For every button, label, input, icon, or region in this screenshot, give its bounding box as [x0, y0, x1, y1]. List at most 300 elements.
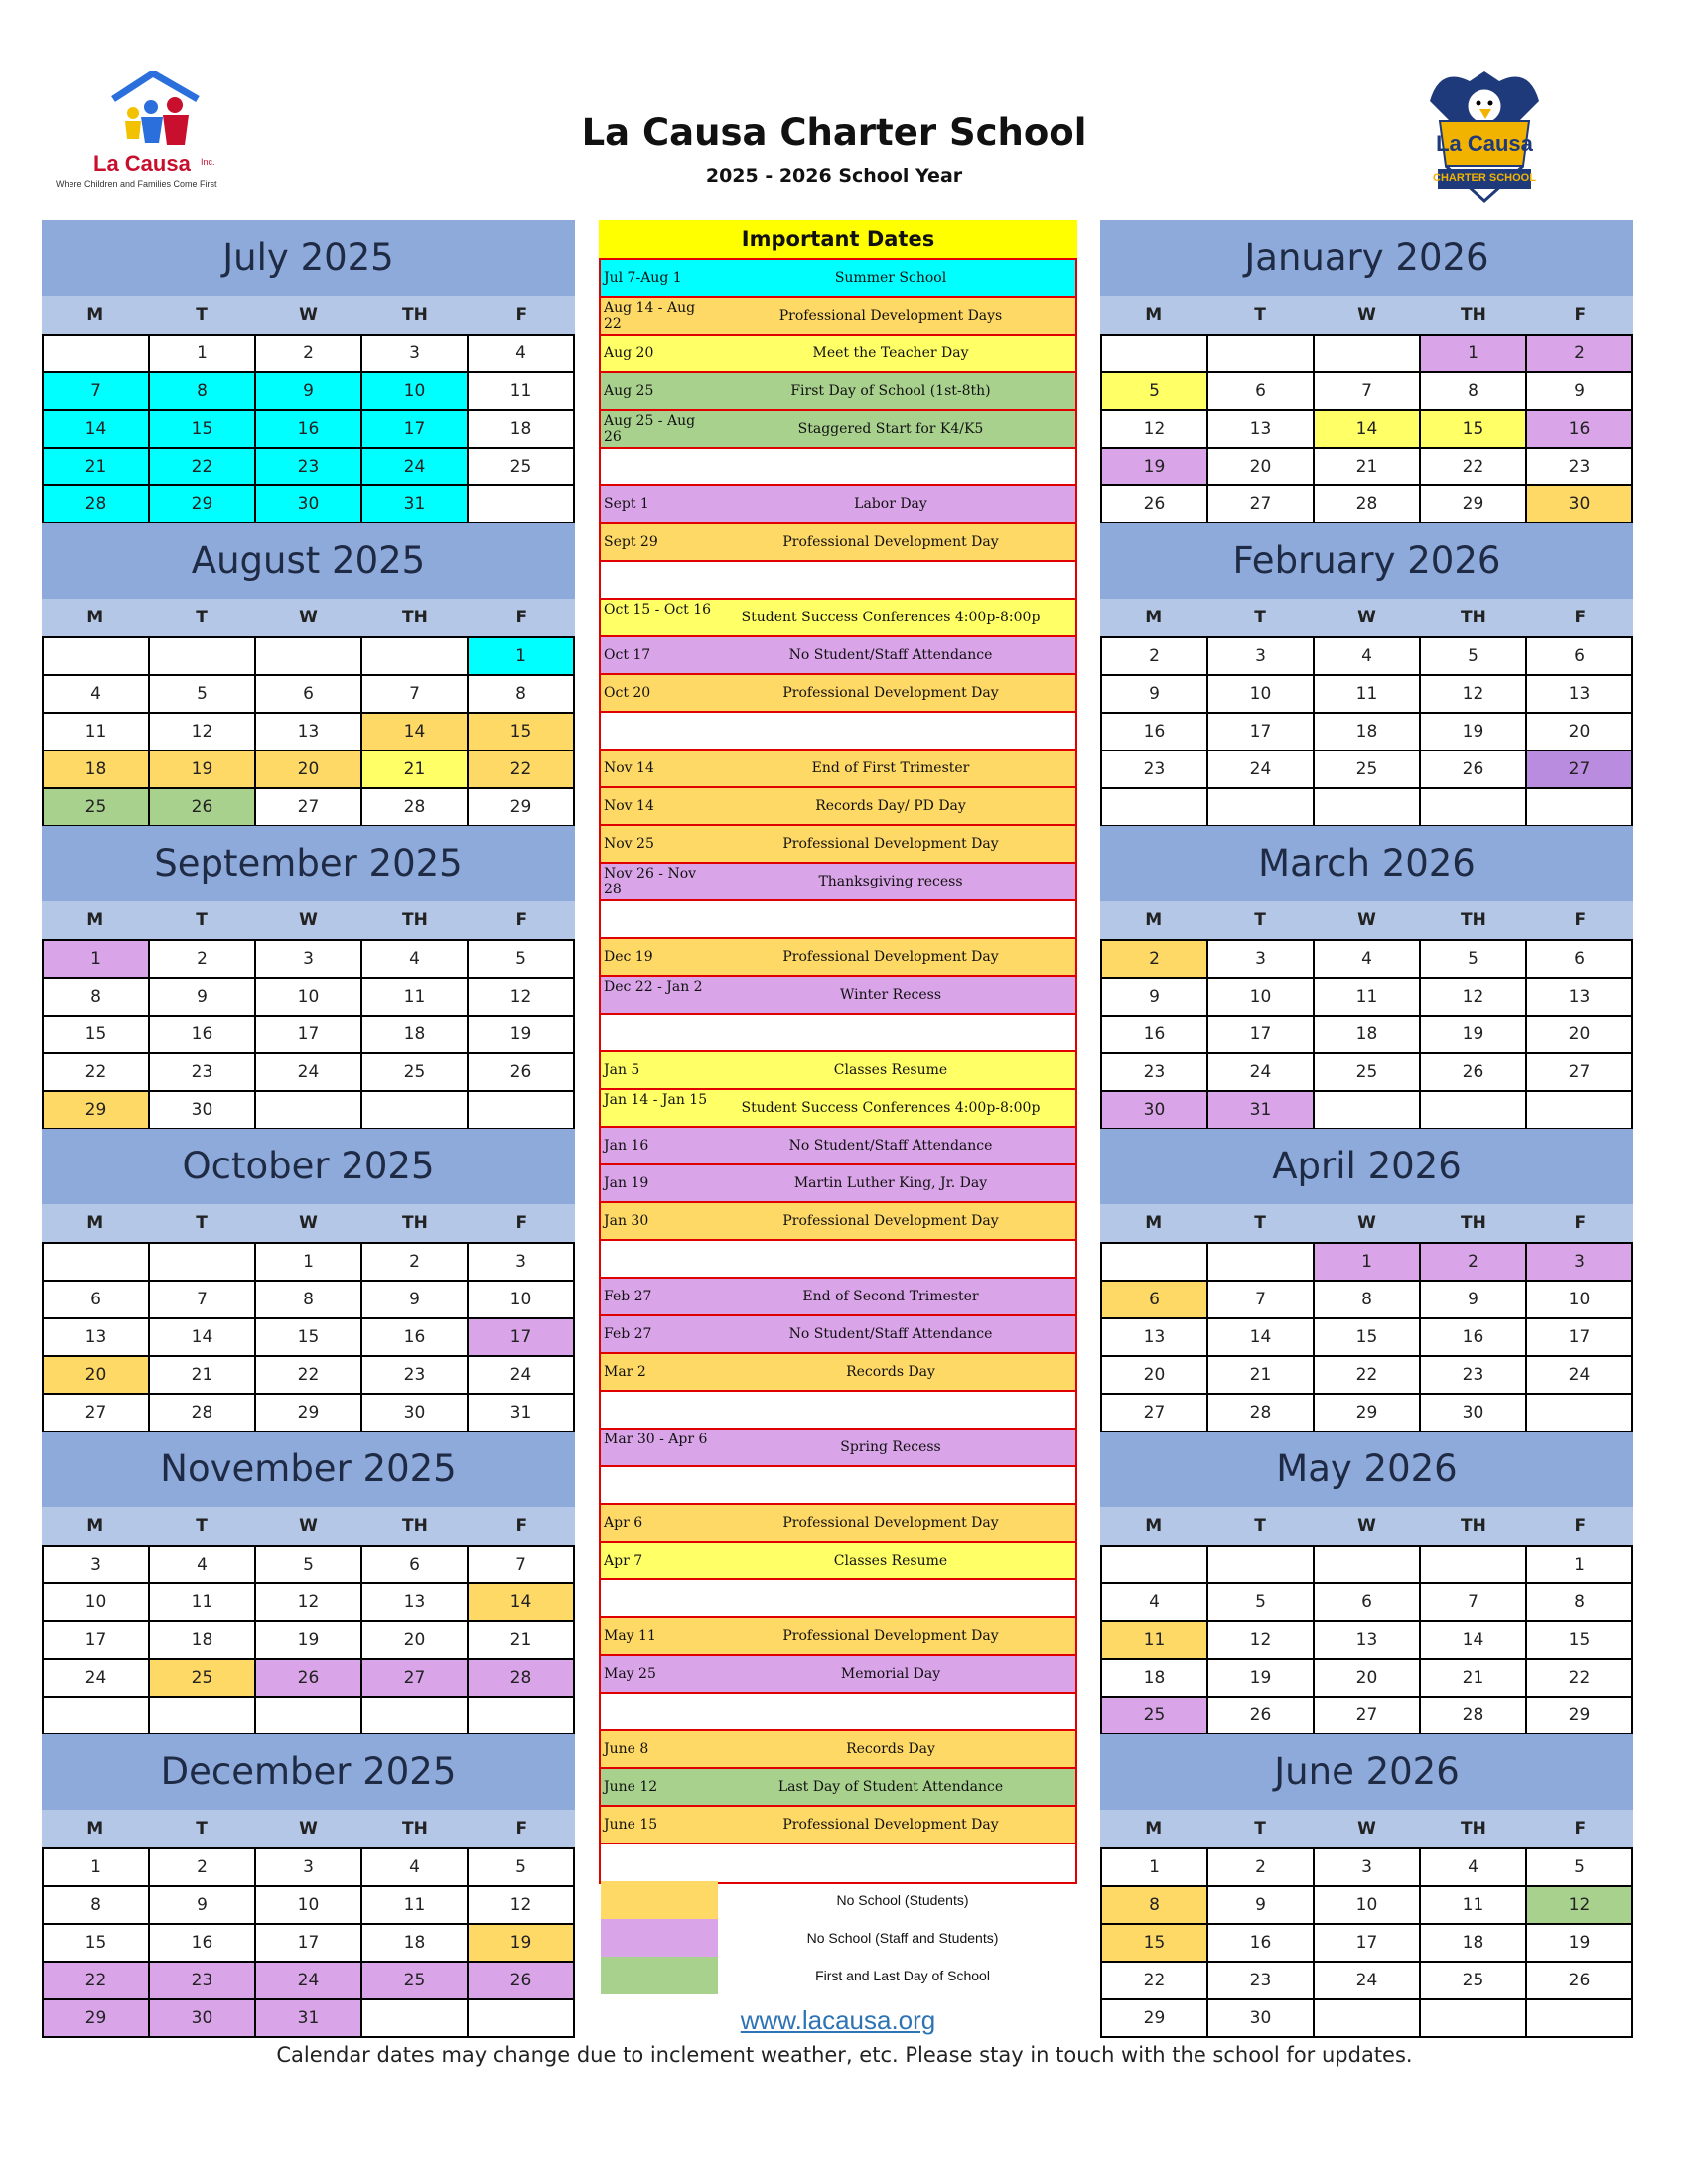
- weekday-header: [1100, 296, 1633, 334]
- day-cell: 9: [1527, 373, 1633, 411]
- day-cell: 19: [1102, 449, 1208, 486]
- important-event: Winter Recess: [839, 986, 941, 1003]
- weekday-label: F: [1574, 1819, 1587, 1839]
- day-cell: 2: [150, 1849, 256, 1887]
- day-cell: [1527, 2000, 1633, 2038]
- day-cell: 31: [469, 1395, 575, 1433]
- day-cell: 10: [44, 1584, 150, 1622]
- day-cell: 11: [362, 1887, 469, 1925]
- day-cell: 30: [256, 486, 362, 524]
- weekday-label: M: [86, 1213, 104, 1233]
- important-event: End of First Trimester: [811, 759, 970, 776]
- day-cell: [1315, 2000, 1421, 2038]
- weekday-label: W: [299, 1819, 318, 1839]
- weekday-label: M: [1145, 1819, 1163, 1839]
- day-cell: 16: [1102, 714, 1208, 751]
- week-row: [44, 714, 575, 751]
- day-cell: [1315, 1547, 1421, 1584]
- weekday-label: T: [196, 305, 208, 325]
- month-grid: [1100, 1847, 1633, 2038]
- day-cell: 20: [1527, 1017, 1633, 1054]
- day-cell: 20: [1527, 714, 1633, 751]
- important-date: Nov 25: [604, 836, 654, 852]
- day-cell: 26: [469, 1963, 575, 2000]
- important-event: Memorial Day: [840, 1665, 941, 1682]
- important-date-row: [601, 826, 1075, 864]
- day-cell: 28: [44, 486, 150, 524]
- month-grid: [42, 939, 575, 1130]
- week-row: [44, 638, 575, 676]
- day-cell: 24: [1315, 1963, 1421, 2000]
- week-row: [1102, 373, 1633, 411]
- weekday-header: [42, 1810, 575, 1847]
- important-event: [710, 1241, 1071, 1277]
- day-cell: 4: [1421, 1849, 1527, 1887]
- weekday-label: TH: [402, 608, 428, 627]
- day-cell: [1421, 2000, 1527, 2038]
- week-row: [1102, 1244, 1633, 1282]
- day-cell: 13: [44, 1319, 150, 1357]
- day-cell: 24: [1527, 1357, 1633, 1395]
- day-cell: 30: [1527, 486, 1633, 524]
- week-row: [44, 2000, 575, 2038]
- day-cell: 6: [1315, 1584, 1421, 1622]
- day-cell: 9: [1208, 1887, 1315, 1925]
- weekday-label: W: [1357, 1516, 1376, 1536]
- important-date-row: [601, 1731, 1075, 1769]
- month-grid: [42, 1545, 575, 1735]
- day-cell: 1: [256, 1244, 362, 1282]
- day-cell: 18: [150, 1622, 256, 1660]
- important-date-row: [601, 298, 1075, 336]
- day-cell: [362, 1092, 469, 1130]
- day-cell: 25: [362, 1054, 469, 1092]
- day-cell: [1208, 336, 1315, 373]
- day-cell: [1102, 1547, 1208, 1584]
- website-link[interactable]: www.lacausa.org: [740, 2005, 936, 2035]
- important-date-row: [601, 1807, 1075, 1844]
- day-cell: 6: [1527, 941, 1633, 979]
- day-cell: 16: [1102, 1017, 1208, 1054]
- day-cell: [1421, 789, 1527, 827]
- important-date-row: [601, 1430, 1075, 1467]
- day-cell: 23: [256, 449, 362, 486]
- day-cell: 13: [1315, 1622, 1421, 1660]
- day-cell: [469, 486, 575, 524]
- day-cell: 13: [1208, 411, 1315, 449]
- important-date-row: [601, 1467, 1075, 1505]
- day-cell: 9: [1102, 979, 1208, 1017]
- important-event: Classes Resume: [833, 1552, 948, 1569]
- day-cell: 27: [1102, 1395, 1208, 1433]
- day-cell: 22: [44, 1054, 150, 1092]
- day-cell: 21: [44, 449, 150, 486]
- day-cell: 31: [362, 486, 469, 524]
- day-cell: 3: [1208, 941, 1315, 979]
- day-cell: 10: [1208, 979, 1315, 1017]
- week-row: [44, 676, 575, 714]
- important-event: Records Day: [846, 1740, 935, 1757]
- day-cell: [362, 2000, 469, 2038]
- important-event: Martin Luther King, Jr. Day: [793, 1174, 988, 1191]
- important-event: Classes Resume: [833, 1061, 948, 1078]
- legend-label: First and Last Day of School: [815, 1968, 990, 1983]
- day-cell: 16: [256, 411, 362, 449]
- weekday-label: W: [299, 910, 318, 930]
- day-cell: 1: [150, 336, 256, 373]
- day-cell: 29: [44, 1092, 150, 1130]
- day-cell: 9: [150, 1887, 256, 1925]
- day-cell: 5: [1421, 941, 1527, 979]
- week-row: [1102, 676, 1633, 714]
- day-cell: 27: [1315, 1698, 1421, 1735]
- month-calendar: [42, 523, 575, 827]
- month-grid: [42, 636, 575, 827]
- day-cell: 27: [362, 1660, 469, 1698]
- important-date: Jul 7-Aug 1: [604, 270, 682, 286]
- day-cell: 24: [469, 1357, 575, 1395]
- important-date-row: [601, 373, 1075, 411]
- day-cell: 27: [44, 1395, 150, 1433]
- month-grid: [1100, 334, 1633, 524]
- week-row: [44, 1925, 575, 1963]
- week-row: [1102, 751, 1633, 789]
- day-cell: 12: [469, 979, 575, 1017]
- legend-item: [601, 1919, 1075, 1957]
- day-cell: 19: [1421, 714, 1527, 751]
- day-cell: 28: [1208, 1395, 1315, 1433]
- important-date-row: [601, 675, 1075, 713]
- day-cell: 19: [150, 751, 256, 789]
- day-cell: 1: [1315, 1244, 1421, 1282]
- day-cell: 23: [150, 1054, 256, 1092]
- day-cell: 17: [1208, 1017, 1315, 1054]
- day-cell: 20: [256, 751, 362, 789]
- day-cell: 29: [256, 1395, 362, 1433]
- day-cell: 30: [1421, 1395, 1527, 1433]
- week-row: [44, 1017, 575, 1054]
- day-cell: 2: [256, 336, 362, 373]
- week-row: [1102, 1357, 1633, 1395]
- day-cell: 2: [1102, 638, 1208, 676]
- weekday-header: [42, 296, 575, 334]
- day-cell: 12: [469, 1887, 575, 1925]
- week-row: [44, 1660, 575, 1698]
- day-cell: [1102, 789, 1208, 827]
- day-cell: 15: [256, 1319, 362, 1357]
- important-date-row: [601, 1165, 1075, 1203]
- legend-item: [601, 1881, 1075, 1919]
- day-cell: 30: [1208, 2000, 1315, 2038]
- important-event: Spring Recess: [840, 1438, 941, 1455]
- month-calendar: [42, 1432, 575, 1735]
- important-date-row: [601, 1694, 1075, 1731]
- day-cell: 23: [1102, 1054, 1208, 1092]
- day-cell: 7: [1421, 1584, 1527, 1622]
- weekday-label: M: [86, 910, 104, 930]
- important-date: Jan 14 - Jan 15: [604, 1092, 708, 1108]
- day-cell: 8: [1527, 1584, 1633, 1622]
- important-date-row: [601, 864, 1075, 901]
- weekday-label: TH: [402, 305, 428, 325]
- weekday-label: T: [1254, 305, 1266, 325]
- important-date-row: [601, 1316, 1075, 1354]
- day-cell: 7: [469, 1547, 575, 1584]
- day-cell: 2: [1527, 336, 1633, 373]
- day-cell: 23: [1421, 1357, 1527, 1395]
- day-cell: [1315, 336, 1421, 373]
- day-cell: 1: [44, 941, 150, 979]
- weekday-label: TH: [402, 1819, 428, 1839]
- day-cell: 13: [1527, 676, 1633, 714]
- month-title: July 2025: [42, 220, 575, 296]
- important-date-row: [601, 1354, 1075, 1392]
- day-cell: [44, 638, 150, 676]
- month-calendar: [1100, 220, 1633, 524]
- important-event: Labor Day: [854, 495, 927, 512]
- day-cell: 25: [1315, 1054, 1421, 1092]
- week-row: [1102, 1849, 1633, 1887]
- day-cell: 1: [1527, 1547, 1633, 1584]
- weekday-header: [1100, 1204, 1633, 1242]
- week-row: [1102, 1282, 1633, 1319]
- weekday-label: M: [86, 305, 104, 325]
- day-cell: 19: [1208, 1660, 1315, 1698]
- week-row: [1102, 336, 1633, 373]
- important-event: Professional Development Day: [782, 1627, 999, 1644]
- weekday-label: T: [1254, 1516, 1266, 1536]
- weekday-label: F: [515, 910, 528, 930]
- important-date: Jan 5: [604, 1062, 640, 1078]
- month-grid: [1100, 939, 1633, 1130]
- important-date-row: [601, 751, 1075, 788]
- week-row: [1102, 979, 1633, 1017]
- weekday-label: T: [1254, 608, 1266, 627]
- day-cell: 23: [362, 1357, 469, 1395]
- day-cell: 4: [44, 676, 150, 714]
- day-cell: 24: [1208, 751, 1315, 789]
- day-cell: 8: [44, 979, 150, 1017]
- month-calendar: [1100, 1432, 1633, 1735]
- day-cell: 17: [256, 1925, 362, 1963]
- day-cell: [150, 1244, 256, 1282]
- day-cell: 31: [256, 2000, 362, 2038]
- day-cell: 28: [150, 1395, 256, 1433]
- weekday-label: T: [1254, 1213, 1266, 1233]
- important-event: First Day of School (1st-8th): [790, 382, 991, 399]
- weekday-label: T: [196, 910, 208, 930]
- weekday-label: W: [299, 1213, 318, 1233]
- important-event: Student Success Conferences 4:00p-8:00p: [741, 1099, 1041, 1116]
- month-title: September 2025: [42, 826, 575, 901]
- important-date: Oct 17: [604, 647, 651, 663]
- day-cell: 27: [1527, 751, 1633, 789]
- day-cell: 27: [1208, 486, 1315, 524]
- weekday-label: W: [299, 1516, 318, 1536]
- weekday-label: M: [1145, 1516, 1163, 1536]
- important-dates-title: Important Dates: [599, 220, 1077, 258]
- day-cell: 19: [1527, 1925, 1633, 1963]
- important-event: [710, 1844, 1071, 1880]
- day-cell: 10: [469, 1282, 575, 1319]
- day-cell: 14: [1421, 1622, 1527, 1660]
- day-cell: 15: [44, 1925, 150, 1963]
- month-calendar: [42, 826, 575, 1130]
- weekday-header: [1100, 901, 1633, 939]
- legend-swatch: [601, 1957, 718, 1994]
- day-cell: 15: [1315, 1319, 1421, 1357]
- day-cell: 9: [150, 979, 256, 1017]
- day-cell: 14: [44, 411, 150, 449]
- important-date-row: [601, 1656, 1075, 1694]
- important-event: [710, 1694, 1071, 1729]
- important-event: Meet the Teacher Day: [812, 344, 969, 361]
- day-cell: 5: [1102, 373, 1208, 411]
- day-cell: 22: [1102, 1963, 1208, 2000]
- day-cell: 29: [469, 789, 575, 827]
- important-date-row: [601, 1203, 1075, 1241]
- day-cell: 25: [1421, 1963, 1527, 2000]
- important-date: Dec 22 - Jan 2: [604, 979, 703, 995]
- day-cell: 20: [1102, 1357, 1208, 1395]
- important-date: Jan 16: [604, 1138, 649, 1154]
- day-cell: 5: [1527, 1849, 1633, 1887]
- month-title: August 2025: [42, 523, 575, 599]
- day-cell: 4: [1102, 1584, 1208, 1622]
- day-cell: 20: [1208, 449, 1315, 486]
- week-row: [1102, 1017, 1633, 1054]
- important-date-row: [601, 1279, 1075, 1316]
- month-grid: [1100, 1545, 1633, 1735]
- important-event: Records Day/ PD Day: [815, 797, 966, 814]
- week-row: [1102, 2000, 1633, 2038]
- weekday-label: T: [196, 608, 208, 627]
- day-cell: 3: [1527, 1244, 1633, 1282]
- day-cell: 12: [1102, 411, 1208, 449]
- day-cell: [1421, 1547, 1527, 1584]
- week-row: [1102, 449, 1633, 486]
- day-cell: [469, 1092, 575, 1130]
- weekday-label: F: [515, 1516, 528, 1536]
- weekday-header: [42, 1204, 575, 1242]
- day-cell: 11: [362, 979, 469, 1017]
- week-row: [1102, 411, 1633, 449]
- day-cell: 14: [1315, 411, 1421, 449]
- day-cell: [1527, 1092, 1633, 1130]
- day-cell: 29: [44, 2000, 150, 2038]
- legend-label: No School (Students): [836, 1892, 969, 1908]
- day-cell: 14: [469, 1584, 575, 1622]
- day-cell: 18: [362, 1017, 469, 1054]
- month-calendar: [42, 1734, 575, 2038]
- day-cell: 4: [362, 1849, 469, 1887]
- day-cell: 6: [256, 676, 362, 714]
- important-date-row: [601, 449, 1075, 486]
- important-date: Nov 14: [604, 760, 654, 776]
- day-cell: [1102, 1244, 1208, 1282]
- day-cell: [256, 1698, 362, 1735]
- week-row: [44, 1622, 575, 1660]
- week-row: [44, 789, 575, 827]
- day-cell: 12: [1421, 979, 1527, 1017]
- day-cell: 15: [1421, 411, 1527, 449]
- day-cell: 3: [362, 336, 469, 373]
- day-cell: 16: [1208, 1925, 1315, 1963]
- important-date-row: [601, 637, 1075, 675]
- weekday-label: T: [196, 1213, 208, 1233]
- important-date: Nov 14: [604, 798, 654, 814]
- important-date: Jan 30: [604, 1213, 649, 1229]
- day-cell: 26: [1421, 751, 1527, 789]
- weekday-label: T: [1254, 910, 1266, 930]
- day-cell: 17: [1315, 1925, 1421, 1963]
- day-cell: 13: [1102, 1319, 1208, 1357]
- weekday-label: F: [515, 1213, 528, 1233]
- important-date: Sept 29: [604, 534, 658, 550]
- important-event: Summer School: [834, 269, 947, 286]
- day-cell: [256, 638, 362, 676]
- day-cell: [44, 1698, 150, 1735]
- day-cell: 14: [150, 1319, 256, 1357]
- day-cell: 8: [469, 676, 575, 714]
- week-row: [44, 979, 575, 1017]
- day-cell: 23: [150, 1963, 256, 2000]
- important-date-row: [601, 1580, 1075, 1618]
- important-date: May 11: [604, 1628, 656, 1644]
- day-cell: 11: [1421, 1887, 1527, 1925]
- day-cell: 5: [150, 676, 256, 714]
- day-cell: 3: [256, 941, 362, 979]
- weekday-label: TH: [402, 1213, 428, 1233]
- day-cell: 15: [1102, 1925, 1208, 1963]
- day-cell: [362, 638, 469, 676]
- week-row: [44, 411, 575, 449]
- page-subtitle: 2025 - 2026 School Year: [705, 165, 963, 187]
- day-cell: 11: [1315, 979, 1421, 1017]
- legend-item: [601, 1957, 1075, 1994]
- weekday-label: TH: [1461, 910, 1486, 930]
- day-cell: 21: [469, 1622, 575, 1660]
- day-cell: 18: [1102, 1660, 1208, 1698]
- day-cell: 23: [1527, 449, 1633, 486]
- important-event: [710, 1015, 1071, 1050]
- important-date-row: [601, 1015, 1075, 1052]
- week-row: [44, 1963, 575, 2000]
- day-cell: [44, 336, 150, 373]
- day-cell: 25: [44, 789, 150, 827]
- day-cell: 11: [1102, 1622, 1208, 1660]
- day-cell: 5: [1208, 1584, 1315, 1622]
- day-cell: 24: [256, 1054, 362, 1092]
- important-date-row: [601, 1844, 1075, 1882]
- week-row: [44, 1244, 575, 1282]
- day-cell: 11: [150, 1584, 256, 1622]
- month-title: November 2025: [42, 1432, 575, 1507]
- important-event: [710, 562, 1071, 598]
- day-cell: 27: [1527, 1054, 1633, 1092]
- weekday-label: W: [1357, 1819, 1376, 1839]
- important-date-row: [601, 260, 1075, 298]
- weekday-label: M: [86, 608, 104, 627]
- day-cell: 9: [1102, 676, 1208, 714]
- month-title: March 2026: [1100, 826, 1633, 901]
- day-cell: [1208, 1244, 1315, 1282]
- important-date-row: [601, 1090, 1075, 1128]
- important-date: June 8: [604, 1741, 649, 1757]
- week-row: [44, 449, 575, 486]
- day-cell: 2: [1102, 941, 1208, 979]
- day-cell: 14: [362, 714, 469, 751]
